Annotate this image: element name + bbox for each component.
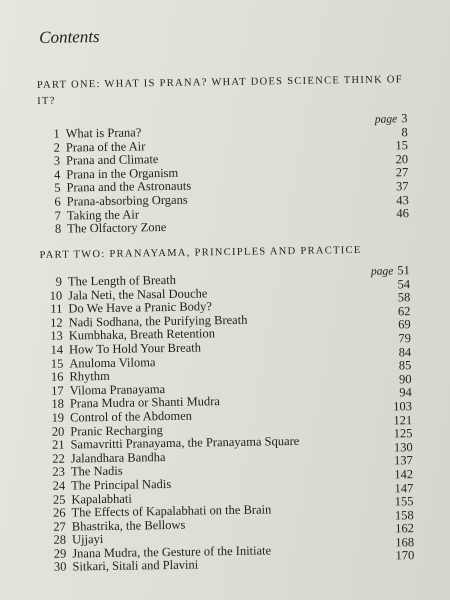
- chapter-number: 18: [51, 396, 65, 412]
- chapter-number: 25: [52, 492, 66, 507]
- chapter-title: What is Prana?: [65, 125, 142, 141]
- chapter-title: The Length of Breath: [67, 272, 177, 289]
- chapter-number: 2: [53, 140, 60, 155]
- page-number: 137: [393, 453, 413, 468]
- chapter-number: 22: [52, 451, 65, 466]
- chapter-title: Jnana Mudra, the Gesture of the Initiate: [72, 543, 272, 561]
- page-number: 37: [395, 179, 409, 194]
- chapter-title: Prana and Climate: [65, 152, 159, 168]
- chapter-number: 21: [51, 437, 65, 452]
- chapter-title: The Effects of Kapalabhati on the Brain: [71, 502, 272, 520]
- chapter-title: Ujjayi: [71, 532, 104, 547]
- chapter-number: 9: [55, 274, 63, 289]
- page-number: 15: [395, 138, 408, 153]
- page-number-row: [351, 207, 409, 222]
- chapter-number: 5: [54, 181, 61, 196]
- page-number: 58: [397, 290, 411, 305]
- page-number-row: [349, 112, 407, 127]
- page-number-row: [354, 550, 414, 565]
- chapter-title: Pranic Recharging: [70, 422, 163, 439]
- chapter-number: 28: [53, 532, 67, 548]
- chapter-number: 7: [54, 208, 62, 223]
- page-number: 125: [393, 426, 413, 441]
- page-number: 20: [395, 151, 409, 167]
- chapter-number: 17: [51, 383, 64, 398]
- page-number: 155: [394, 494, 414, 509]
- chapter-number: 6: [54, 194, 61, 209]
- chapter-title: Jala Neti, the Nasal Douche: [68, 285, 208, 303]
- chapter-title: Taking the Air: [66, 206, 140, 223]
- page-number: 90: [398, 371, 412, 387]
- chapter-title: The Principal Nadis: [71, 476, 172, 493]
- chapter-number: 11: [50, 301, 63, 316]
- chapter-title: Nadi Sodhana, the Purifying Breath: [68, 312, 248, 330]
- chapter-title: Rhythm: [69, 369, 110, 384]
- chapter-title: Kumbhaka, Breath Retention: [68, 326, 216, 343]
- page-number: 46: [396, 206, 410, 221]
- chapter-number: 29: [53, 546, 67, 561]
- chapter-number: 1: [53, 126, 60, 141]
- chapter-title: Bhastrika, the Bellows: [71, 517, 186, 534]
- chapter-title: How To Hold Your Breath: [68, 340, 202, 357]
- part-two-heading: PART TWO: PRANAYAMA, PRINCIPLES AND PRACTICE: [39, 244, 362, 261]
- chapter-title: Samavritti Pranayama, the Pranayama Square: [70, 434, 300, 452]
- chapter-title: Sitkari, Sitali and Plavini: [72, 557, 199, 574]
- page-number: 85: [398, 358, 412, 373]
- chapter-number: 4: [53, 167, 61, 182]
- page-number: 130: [393, 439, 413, 455]
- page-label: page: [370, 265, 394, 278]
- chapter-title: Control of the Abdomen: [70, 408, 193, 425]
- page-number: 27: [395, 165, 409, 180]
- chapter-title: Prana Mudra or Shanti Mudra: [69, 394, 220, 411]
- chapter-number: 3: [53, 153, 61, 168]
- chapter-title: Viloma Pranayama: [69, 381, 166, 398]
- page-number: 103: [393, 399, 413, 414]
- chapter-number: 16: [50, 369, 64, 384]
- part-two-list: [40, 263, 425, 575]
- page-number: 121: [393, 412, 413, 427]
- page-number: 84: [398, 344, 412, 359]
- chapter-number: 8: [54, 221, 62, 236]
- chapter-number: 14: [50, 342, 64, 357]
- part-one-heading: PART ONE: WHAT IS PRANA? WHAT DOES SCIENCE THINK OF IT?: [36, 74, 403, 107]
- chapter-number: 10: [49, 288, 63, 303]
- chapter-title: Prana-absorbing Organs: [66, 192, 188, 209]
- chapter-title: Prana and the Astronauts: [66, 178, 192, 195]
- chapter-number: 13: [50, 328, 63, 344]
- page-number: 158: [394, 507, 414, 523]
- page-number: 94: [399, 385, 412, 400]
- table-of-contents: [36, 22, 424, 575]
- chapter-number: 26: [53, 505, 66, 520]
- chapter-number: 12: [50, 315, 63, 330]
- chapter-number: 15: [50, 356, 64, 371]
- page-number: 43: [396, 192, 409, 207]
- page-number: 69: [398, 317, 411, 332]
- page-number: 142: [394, 467, 414, 482]
- page-number: 170: [395, 548, 415, 563]
- chapter-number: 24: [52, 478, 66, 493]
- page-number: 162: [395, 521, 415, 536]
- chapter-number: 20: [51, 424, 65, 439]
- chapter-title: Anuloma Viloma: [69, 354, 156, 371]
- page-number: 79: [398, 331, 412, 346]
- page-number: 3: [401, 111, 408, 126]
- chapter-title: The Nadis: [70, 464, 123, 479]
- chapter-title: Jalandhara Bandha: [70, 449, 166, 466]
- page-number: 168: [395, 535, 415, 550]
- chapter-number: 30: [53, 560, 67, 575]
- chapter-title: The Olfactory Zone: [67, 220, 167, 236]
- chapter-number: 27: [53, 519, 66, 534]
- page-number: 147: [394, 480, 414, 495]
- page-number: 8: [401, 124, 408, 139]
- page-label: page: [374, 113, 398, 126]
- page-number: 51: [397, 263, 410, 278]
- chapter-title: Do We Have a Pranic Body?: [68, 299, 213, 316]
- page-number: 62: [397, 303, 411, 319]
- chapter-title: Prana of the Air: [65, 138, 146, 155]
- part-one-list: [37, 111, 419, 236]
- page-number: 54: [397, 276, 411, 291]
- chapter-number: 23: [52, 464, 66, 480]
- chapter-number: 19: [51, 410, 65, 425]
- chapter-title: Kapalabhati: [71, 491, 132, 507]
- contents-heading: Contents: [38, 27, 100, 47]
- chapter-title: Prana in the Organism: [66, 165, 179, 182]
